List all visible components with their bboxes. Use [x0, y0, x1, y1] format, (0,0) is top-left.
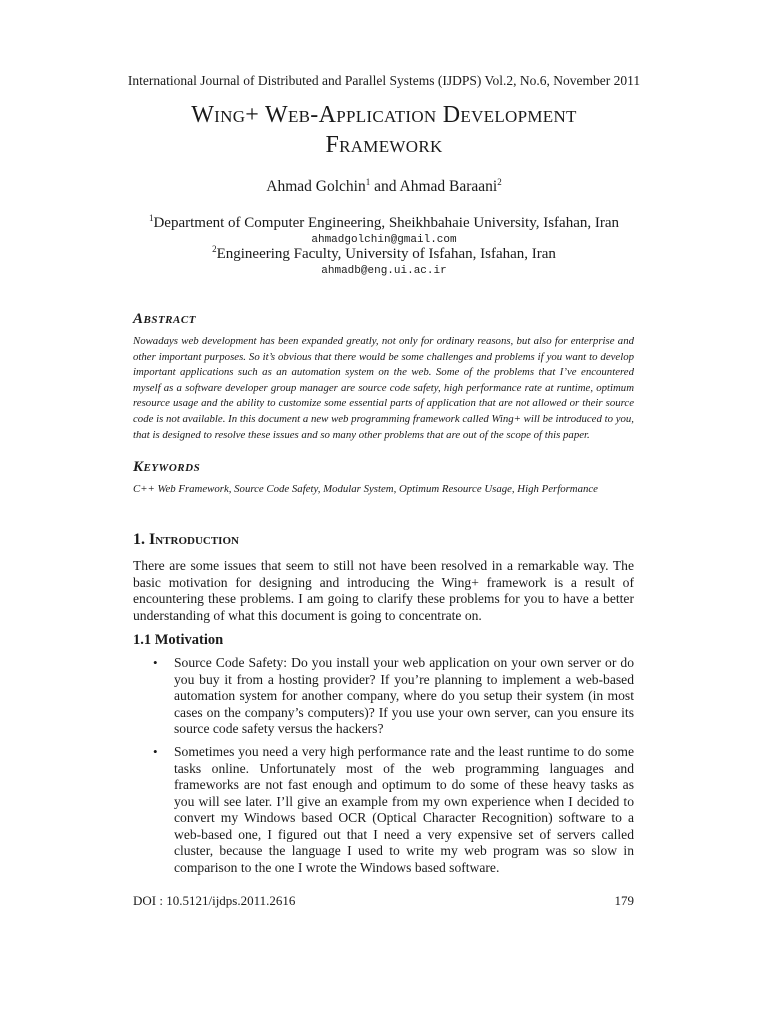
- abstract-text: Nowadays web development has been expanded greatly, not only for ordinary reasons, but also for enterprise and other important purposes. So it’s obvious that there would be some challenges and problems if you want to develop important applications such as an automation system on the web. Some of the problems that I’ve encountered myself as a software developer group manager are source code safety, high performance rate at runtime, optimum resource usage and the ability to customize some essential parts of application that are not allowed or their source code is not available. In this document a new web programming framework called Wing+ will be introduced to you, that is designed to resolve these issues and so many other problems that are out of the scope of this paper.: [133, 335, 634, 441]
- author-2-sup: 2: [497, 176, 502, 187]
- footer-doi: DOI : 10.5121/ijdps.2011.2616: [133, 893, 296, 908]
- author-conjunction: and: [370, 178, 400, 195]
- affiliation-2-email: ahmadb@eng.ui.ac.ir: [321, 265, 447, 277]
- paper-title: [84, 100, 684, 160]
- affiliation-1-text: Department of Computer Engineering, Sheikhbahaie University, Isfahan, Iran: [153, 215, 620, 231]
- list-item-text: Sometimes you need a very high performance rate and the least runtime to do some tasks online. Unfortunately most of the web programming languages and frameworks are not fast enough and optimum to do some of these heavy tasks as you will see later. I’ll give an example from my own experience when I decided to convert my Windows based OCR (Optical Character Recognition) software to a web-based one, I figured out that I need a very expensive set of servers called cluster, because the language I used to write my web program was so slow in comparison to the one I wrote the Windows based software.: [174, 744, 634, 875]
- abstract-heading: Abstract: [133, 311, 196, 327]
- affiliation-1-email: ahmadgolchin@gmail.com: [311, 234, 457, 246]
- affiliation-1: [0, 215, 768, 232]
- affiliation-2: [0, 246, 768, 263]
- title-line-1: Wing+ Web-Application Development: [191, 102, 577, 128]
- author-2-name: Ahmad Baraani: [399, 178, 498, 195]
- affiliation-1-sup: 1: [148, 213, 154, 223]
- page-number: 179: [614, 893, 634, 908]
- author-1-sup: 1: [365, 176, 371, 187]
- affiliation-2-sup: 2: [212, 244, 217, 254]
- list-item-text: Source Code Safety: Do you install your web application on your own server or do you buy it from a hosting provider? If you’re planning to implement a web-based automation system for another company, where do you setup their system (in most cases on the company’s computers)? If you use your own server, can you ensure its source code safety versus the hackers?: [174, 655, 634, 736]
- keywords-heading: Keywords: [133, 459, 201, 475]
- introduction-heading: 1. Introduction: [133, 531, 239, 548]
- affiliation-2-text: Engineering Faculty, University of Isfahan, Isfahan, Iran: [216, 246, 556, 262]
- motivation-heading: 1.1 Motivation: [133, 632, 224, 648]
- keywords-text: C++ Web Framework, Source Code Safety, Modular System, Optimum Resource Usage, High Performance: [133, 483, 598, 495]
- author-line: [0, 178, 768, 196]
- running-head: International Journal of Distributed and Parallel Systems (IJDPS) Vol.2, No.6, November 2011: [127, 73, 641, 88]
- bullet-marker: •: [153, 655, 158, 670]
- title-line-2: Framework: [325, 132, 443, 158]
- introduction-text: There are some issues that seem to still not have been resolved in a remarkable way. The basic motivation for designing and introducing the Wing+ framework is a result of encountering these problems. I am going to clarify these problems for you to have a better understanding of what this document is going to concentrate on.: [133, 558, 634, 623]
- author-1-name: Ahmad Golchin: [266, 178, 366, 195]
- bullet-marker: •: [153, 744, 158, 759]
